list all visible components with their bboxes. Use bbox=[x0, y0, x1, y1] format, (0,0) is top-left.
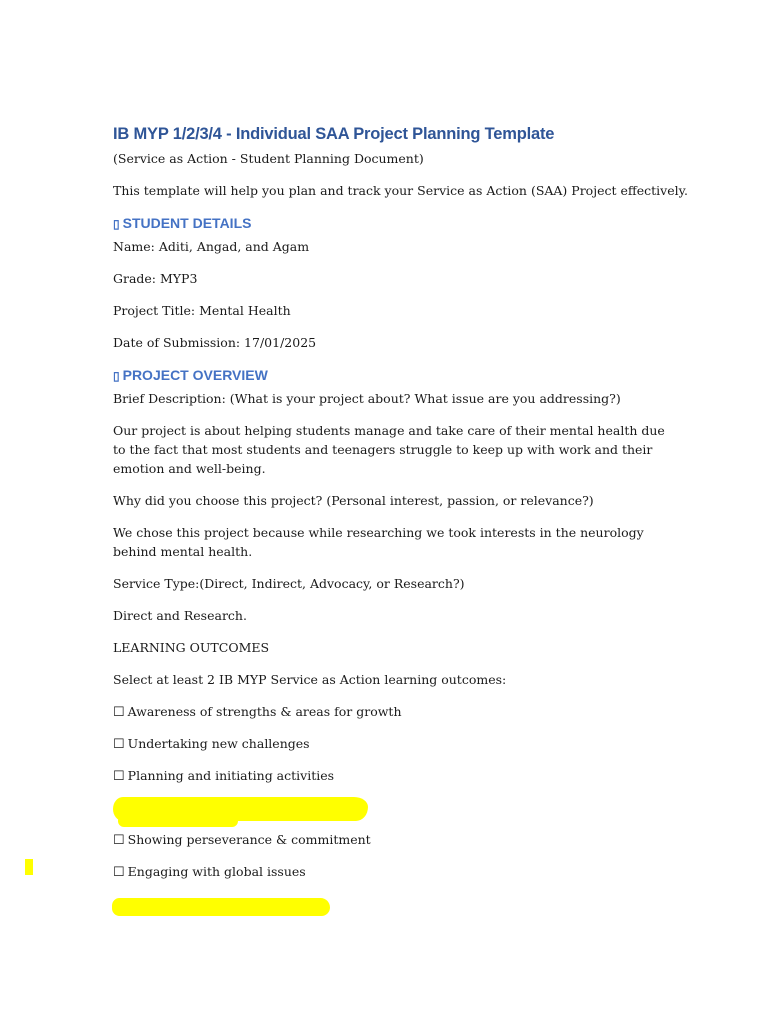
outcome-item[interactable] bbox=[113, 702, 673, 722]
document-title: IB MYP 1/2/3/4 - Individual SAA Project Planning Template bbox=[113, 125, 555, 143]
student-details-heading-label: STUDENT DETAILS bbox=[122, 215, 252, 231]
outcome-label: Awareness of strengths & areas for growth bbox=[127, 704, 402, 719]
outcome-label: Showing perseverance & commitment bbox=[127, 832, 371, 847]
why-answer: We chose this project because while researching we took interests in the neurology behind mental health. bbox=[113, 525, 644, 559]
submission-date: Date of Submission: 17/01/2025 bbox=[113, 335, 317, 350]
outcome-item[interactable] bbox=[113, 734, 673, 754]
student-details-heading bbox=[113, 215, 251, 231]
missing-glyph-icon: ▯ bbox=[113, 217, 120, 231]
checkbox-icon[interactable]: ☐ bbox=[113, 833, 125, 848]
checkbox-icon[interactable]: ☐ bbox=[113, 865, 125, 880]
brief-description-question: Brief Description: (What is your project about? What issue are you addressing?) bbox=[113, 391, 621, 406]
checkbox-icon[interactable]: ☐ bbox=[113, 737, 125, 752]
intro-text: This template will help you plan and track your Service as Action (SAA) Project effectively. bbox=[113, 183, 688, 198]
service-type-question: Service Type:(Direct, Indirect, Advocacy, or Research?) bbox=[113, 576, 465, 591]
learning-outcomes-heading: LEARNING OUTCOMES bbox=[113, 640, 270, 655]
highlight-redaction bbox=[118, 815, 238, 827]
learning-outcomes-instruction: Select at least 2 IB MYP Service as Action learning outcomes: bbox=[113, 672, 507, 687]
why-question: Why did you choose this project? (Personal interest, passion, or relevance?) bbox=[113, 493, 594, 508]
missing-glyph-icon: ▯ bbox=[113, 369, 120, 383]
checkbox-icon[interactable]: ☐ bbox=[113, 705, 125, 720]
brief-description-answer: Our project is about helping students manage and take care of their mental health due to the fact that most students and teenagers struggle to keep up with work and their emotion and well-being. bbox=[113, 423, 665, 476]
outcome-label: Engaging with global issues bbox=[127, 864, 306, 879]
student-name: Name: Aditi, Angad, and Agam bbox=[113, 239, 310, 254]
outcome-item[interactable] bbox=[113, 830, 673, 850]
project-title: Project Title: Mental Health bbox=[113, 303, 291, 318]
document-subtitle: (Service as Action - Student Planning Document) bbox=[113, 151, 424, 166]
project-overview-heading bbox=[113, 367, 268, 383]
highlight-mark bbox=[25, 859, 33, 875]
service-type-answer: Direct and Research. bbox=[113, 608, 247, 623]
project-overview-heading-label: PROJECT OVERVIEW bbox=[122, 367, 268, 383]
student-grade: Grade: MYP3 bbox=[113, 271, 198, 286]
highlight-redaction bbox=[112, 898, 330, 916]
outcome-label: Undertaking new challenges bbox=[127, 736, 310, 751]
outcome-label: Planning and initiating activities bbox=[127, 768, 335, 783]
outcome-item[interactable] bbox=[113, 766, 673, 786]
checkbox-icon[interactable]: ☐ bbox=[113, 769, 125, 784]
outcome-item[interactable] bbox=[113, 862, 673, 882]
